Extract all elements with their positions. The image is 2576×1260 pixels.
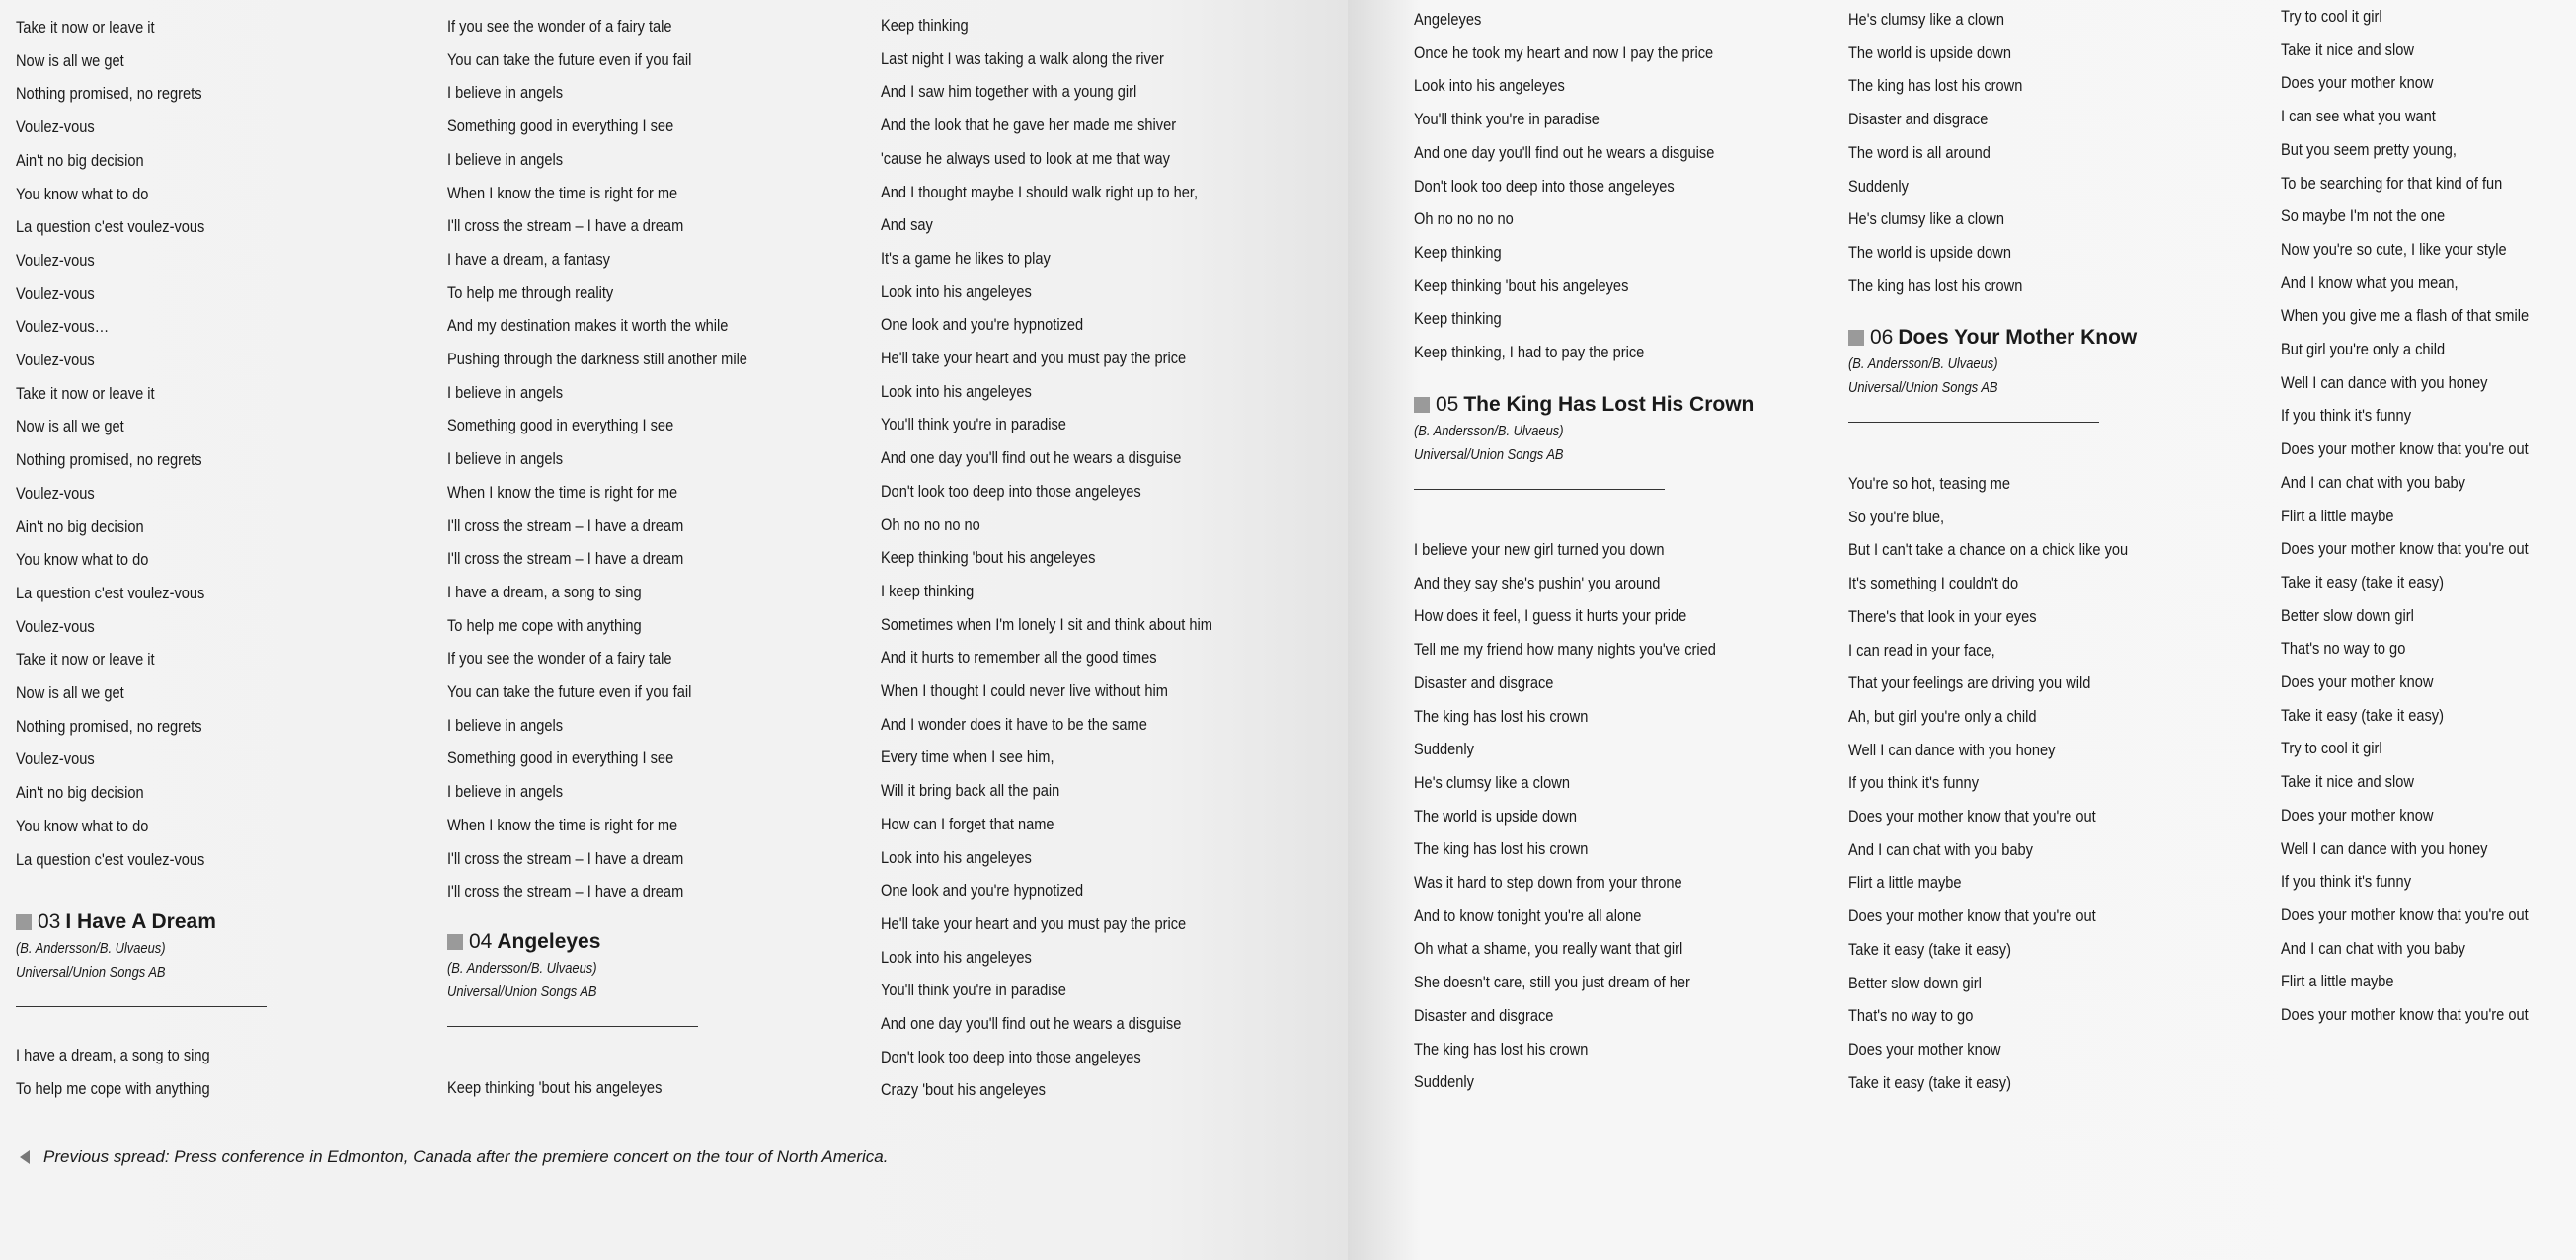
lyric-line: That's no way to go: [1848, 1006, 1974, 1026]
section-divider: [1848, 422, 2099, 423]
lyric-line: Something good in everything I see: [447, 117, 674, 136]
lyric-line: You'll think you're in paradise: [881, 415, 1066, 434]
lyric-line: He'll take your heart and you must pay the price: [881, 913, 1187, 933]
lyric-line: Voulez-vous: [16, 483, 95, 503]
lyric-line: The king has lost his crown: [1848, 76, 2023, 96]
song-credit: Universal/Union Songs AB: [447, 984, 597, 1000]
lyric-line: Nothing promised, no regrets: [16, 716, 202, 736]
lyric-line: If you think it's funny: [1848, 773, 1980, 793]
song-credit: (B. Andersson/B. Ulvaeus): [1414, 423, 1564, 439]
lyric-line: I'll cross the stream – I have a dream: [447, 549, 684, 569]
lyric-line: Now is all we get: [16, 417, 124, 436]
lyric-line: And I wonder does it have to be the same: [881, 714, 1147, 734]
track-number: 03: [38, 910, 61, 933]
lyric-line: How does it feel, I guess it hurts your pride: [1414, 606, 1687, 626]
song-credit: Universal/Union Songs AB: [1848, 379, 1998, 396]
lyric-line: He's clumsy like a clown: [1414, 772, 1570, 792]
lyric-line: Oh what a shame, you really want that girl: [1414, 939, 1683, 959]
lyric-line: Does your mother know that you're out: [2281, 905, 2529, 924]
lyric-line: La question c'est voulez-vous: [16, 217, 205, 237]
lyric-line: And I know what you mean,: [2281, 273, 2459, 292]
lyric-line: You're so hot, teasing me: [1848, 474, 2010, 493]
song-heading: [1414, 392, 1754, 418]
lyric-line: But I can't take a chance on a chick like you: [1848, 540, 2129, 560]
lyric-line: She doesn't care, still you just dream of her: [1414, 973, 1690, 992]
lyric-line: Take it now or leave it: [16, 18, 155, 37]
lyric-line: I can see what you want: [2281, 107, 2436, 126]
caption-text: Previous spread: Press conference in Edmonton, Canada after the premiere concert on the tour of North America.: [43, 1147, 889, 1166]
lyric-line: Something good in everything I see: [447, 416, 674, 435]
lyric-line: I believe in angels: [447, 382, 564, 402]
song-title: Angeleyes: [497, 930, 601, 953]
lyric-line: Oh no no no no: [1414, 209, 1514, 229]
lyric-line: Look into his angeleyes: [881, 947, 1032, 967]
lyric-line: I'll cross the stream – I have a dream: [447, 515, 684, 535]
lyric-line: And I can chat with you baby: [1848, 839, 2033, 859]
lyric-line: Better slow down girl: [2281, 605, 2414, 625]
lyric-line: Better slow down girl: [1848, 973, 1982, 992]
lyric-line: Does your mother know that you're out: [2281, 539, 2529, 559]
lyric-line: When I know the time is right for me: [447, 183, 678, 202]
lyric-line: He's clumsy like a clown: [1848, 10, 2004, 29]
lyric-line: Suddenly: [1414, 1072, 1474, 1092]
lyric-line: Does your mother know that you're out: [2281, 1005, 2529, 1024]
lyric-line: Well I can dance with you honey: [2281, 838, 2488, 858]
song-heading: [1848, 325, 2137, 351]
square-bullet-icon: [16, 914, 32, 930]
lyric-line: I believe in angels: [447, 715, 564, 735]
lyric-line: When I know the time is right for me: [447, 815, 678, 834]
lyric-line: If you see the wonder of a fairy tale: [447, 649, 672, 669]
lyric-line: Now you're so cute, I like your style: [2281, 239, 2507, 259]
lyric-line: Keep thinking: [1414, 309, 1502, 329]
lyric-line: You know what to do: [16, 816, 149, 835]
lyric-line: I'll cross the stream – I have a dream: [447, 848, 684, 868]
lyric-line: Ain't no big decision: [16, 783, 144, 803]
lyric-line: I have a dream, a fantasy: [447, 249, 610, 269]
lyric-line: If you think it's funny: [2281, 406, 2412, 426]
lyric-line: You can take the future even if you fail: [447, 49, 692, 69]
lyric-line: Voulez-vous: [16, 616, 95, 636]
lyric-line: Take it easy (take it easy): [2281, 572, 2444, 591]
lyric-line: Ain't no big decision: [16, 150, 144, 170]
lyric-line: Take it easy (take it easy): [1848, 939, 2011, 959]
song-credit: Universal/Union Songs AB: [16, 964, 166, 981]
lyric-line: It's something I couldn't do: [1848, 574, 2019, 593]
lyric-line: The king has lost his crown: [1414, 839, 1589, 859]
lyric-line: The world is upside down: [1414, 806, 1577, 826]
lyric-line: You'll think you're in paradise: [881, 981, 1066, 1000]
lyric-line: Voulez-vous: [16, 250, 95, 270]
lyric-line: Voulez-vous: [16, 351, 95, 369]
lyric-line: Keep thinking 'bout his angeleyes: [881, 548, 1096, 568]
lyric-line: Keep thinking, I had to pay the price: [1414, 343, 1645, 361]
lyric-line: It's a game he likes to play: [881, 248, 1051, 268]
lyric-line: Will it bring back all the pain: [881, 781, 1060, 801]
lyric-line: When I thought I could never live without him: [881, 681, 1168, 700]
lyric-line: Disaster and disgrace: [1414, 672, 1554, 692]
lyric-line: Flirt a little maybe: [1848, 873, 1962, 893]
lyric-line: Take it now or leave it: [16, 650, 155, 669]
song-heading: [447, 929, 698, 955]
track-number: 05: [1436, 393, 1459, 416]
lyric-line: Take it now or leave it: [16, 383, 155, 403]
song-heading-block: [447, 929, 698, 1027]
lyric-line: I believe in angels: [447, 449, 564, 469]
lyric-line: Look into his angeleyes: [881, 847, 1032, 867]
song-heading-block: [1848, 325, 2137, 423]
lyric-line: The king has lost his crown: [1848, 276, 2023, 295]
lyric-line: La question c'est voulez-vous: [16, 583, 205, 602]
lyric-line: Take it easy (take it easy): [1848, 1072, 2011, 1092]
lyric-line: And one day you'll find out he wears a disguise: [881, 1014, 1182, 1033]
lyric-line: Keep thinking: [1414, 242, 1502, 262]
lyric-line: And say: [881, 215, 933, 235]
lyric-line: But girl you're only a child: [2281, 340, 2446, 358]
lyric-line: Does your mother know that you're out: [2281, 439, 2529, 459]
song-heading-block: [1414, 392, 1754, 490]
lyric-line: That your feelings are driving you wild: [1848, 673, 2091, 693]
section-divider: [1414, 489, 1665, 490]
lyric-line: Keep thinking: [881, 16, 969, 35]
lyric-line: To help me cope with anything: [16, 1078, 210, 1098]
lyric-line: Flirt a little maybe: [2281, 506, 2394, 525]
lyric-line: Try to cool it girl: [2281, 7, 2382, 26]
lyric-line: Disaster and disgrace: [1414, 1005, 1554, 1025]
song-title: I Have A Dream: [65, 910, 216, 933]
lyric-line: One look and you're hypnotized: [881, 315, 1084, 335]
lyric-line: Take it nice and slow: [2281, 772, 2414, 792]
lyric-line: And it hurts to remember all the good times: [881, 648, 1157, 668]
lyric-line: To help me through reality: [447, 282, 614, 302]
lyric-line: And one day you'll find out he wears a disguise: [1414, 142, 1715, 162]
lyric-line: Nothing promised, no regrets: [16, 84, 202, 104]
lyric-line: And I saw him together with a young girl: [881, 82, 1137, 102]
song-credit: (B. Andersson/B. Ulvaeus): [1848, 355, 1998, 372]
lyric-line: I can read in your face,: [1848, 640, 1995, 660]
song-heading: [16, 909, 267, 935]
lyric-line: To be searching for that kind of fun: [2281, 173, 2503, 193]
song-heading-block: [16, 909, 267, 1007]
lyric-line: Ain't no big decision: [16, 516, 144, 536]
lyric-line: You know what to do: [16, 550, 149, 570]
lyric-line: You know what to do: [16, 184, 149, 203]
lyric-line: One look and you're hypnotized: [881, 881, 1084, 901]
lyric-line: I have a dream, a song to sing: [16, 1046, 210, 1064]
square-bullet-icon: [1848, 330, 1864, 346]
lyric-line: Once he took my heart and now I pay the price: [1414, 42, 1714, 62]
lyric-line: So you're blue,: [1848, 507, 1945, 526]
song-title: The King Has Lost His Crown: [1463, 393, 1755, 416]
song-credit: (B. Andersson/B. Ulvaeus): [447, 960, 597, 977]
lyric-line: Does your mother know: [1848, 1039, 2001, 1059]
lyric-line: Voulez-vous…: [16, 317, 110, 337]
lyric-line: Oh no no no no: [881, 514, 980, 534]
lyric-line: Look into his angeleyes: [881, 281, 1032, 301]
lyric-line: The world is upside down: [1848, 242, 2011, 262]
lyric-line: So maybe I'm not the one: [2281, 206, 2446, 226]
lyric-line: And I thought maybe I should walk right up to her,: [881, 182, 1199, 201]
lyric-line: Don't look too deep into those angeleyes: [881, 481, 1141, 501]
lyric-line: You can take the future even if you fail: [447, 682, 692, 701]
track-number: 06: [1870, 326, 1894, 349]
song-credit: Universal/Union Songs AB: [1414, 446, 1564, 463]
lyric-line: When I know the time is right for me: [447, 482, 678, 502]
lyric-line: Now is all we get: [16, 683, 124, 702]
lyric-line: I believe your new girl turned you down: [1414, 540, 1665, 559]
lyric-line: I believe in angels: [447, 782, 564, 802]
lyric-line: When you give me a flash of that smile: [2281, 306, 2530, 326]
lyric-line: Does your mother know: [2281, 73, 2434, 93]
lyric-line: That's no way to go: [2281, 639, 2406, 659]
lyric-line: Suddenly: [1414, 740, 1474, 759]
lyric-line: Don't look too deep into those angeleyes: [1414, 176, 1675, 196]
lyric-line: But you seem pretty young,: [2281, 139, 2457, 159]
lyric-line: Don't look too deep into those angeleyes: [881, 1047, 1141, 1066]
photo-caption: [20, 1147, 888, 1167]
lyric-line: Keep thinking 'bout his angeleyes: [1414, 276, 1629, 295]
lyric-line: To help me cope with anything: [447, 615, 642, 635]
lyric-line: The king has lost his crown: [1414, 1039, 1589, 1059]
lyric-line: I have a dream, a song to sing: [447, 582, 642, 601]
lyric-line: Nothing promised, no regrets: [16, 450, 202, 470]
lyric-line: Voulez-vous: [16, 283, 95, 303]
lyric-line: And my destination makes it worth the while: [447, 316, 729, 336]
lyric-line: Take it nice and slow: [2281, 39, 2414, 59]
lyric-line: La question c'est voulez-vous: [16, 849, 205, 869]
lyric-line: I'll cross the stream – I have a dream: [447, 882, 684, 902]
lyric-line: Well I can dance with you honey: [1848, 740, 2056, 759]
lyric-line: Crazy 'bout his angeleyes: [881, 1080, 1046, 1100]
square-bullet-icon: [1414, 397, 1430, 413]
lyric-line: Every time when I see him,: [881, 748, 1054, 767]
lyric-line: Sometimes when I'm lonely I sit and think about him: [881, 614, 1212, 634]
section-divider: [16, 1006, 267, 1007]
lyric-line: Does your mother know: [2281, 805, 2434, 825]
square-bullet-icon: [447, 934, 463, 950]
lyric-line: Something good in everything I see: [447, 748, 674, 768]
left-arrow-icon: [20, 1150, 30, 1164]
lyric-line: The world is upside down: [1848, 42, 2011, 62]
lyric-line: Flirt a little maybe: [2281, 972, 2394, 991]
lyric-line: The king has lost his crown: [1414, 706, 1589, 726]
lyric-line: He'll take your heart and you must pay the price: [881, 349, 1187, 367]
lyric-line: Look into his angeleyes: [881, 381, 1032, 401]
lyric-line: Does your mother know: [2281, 672, 2434, 691]
lyric-line: You'll think you're in paradise: [1414, 110, 1600, 129]
lyric-line: Last night I was taking a walk along the river: [881, 48, 1164, 68]
lyric-line: Suddenly: [1848, 176, 1909, 196]
lyric-line: Was it hard to step down from your throne: [1414, 873, 1682, 892]
lyric-line: Angeleyes: [1414, 10, 1482, 29]
section-divider: [447, 1026, 698, 1027]
lyric-line: And the look that he gave her made me shiver: [881, 116, 1177, 135]
lyric-line: Keep thinking 'bout his angeleyes: [447, 1078, 663, 1097]
lyric-line: And to know tonight you're all alone: [1414, 906, 1642, 925]
lyric-line: And I can chat with you baby: [2281, 472, 2465, 492]
lyric-line: And one day you'll find out he wears a disguise: [881, 448, 1182, 468]
lyric-line: 'cause he always used to look at me that way: [881, 148, 1170, 168]
lyric-line: And they say she's pushin' you around: [1414, 573, 1661, 592]
lyric-line: Voulez-vous: [16, 118, 95, 137]
lyric-line: The word is all around: [1848, 142, 1991, 162]
lyric-line: I believe in angels: [447, 83, 564, 103]
song-credit: (B. Andersson/B. Ulvaeus): [16, 940, 166, 957]
lyric-line: Tell me my friend how many nights you've cried: [1414, 640, 1716, 660]
lyric-line: Now is all we get: [16, 50, 124, 70]
lyric-line: How can I forget that name: [881, 814, 1054, 833]
lyric-line: I believe in angels: [447, 149, 564, 169]
lyric-line: Voulez-vous: [16, 749, 95, 769]
lyric-line: If you think it's funny: [2281, 872, 2412, 892]
song-title: Does Your Mother Know: [1898, 326, 2138, 349]
lyric-line: Disaster and disgrace: [1848, 110, 1989, 129]
track-number: 04: [469, 930, 493, 953]
lyric-line: Try to cool it girl: [2281, 739, 2382, 758]
lyric-line: Well I can dance with you honey: [2281, 372, 2488, 392]
lyric-line: Take it easy (take it easy): [2281, 705, 2444, 725]
lyric-line: Look into his angeleyes: [1414, 76, 1565, 96]
lyric-line: Does your mother know that you're out: [1848, 906, 2096, 926]
lyric-line: If you see the wonder of a fairy tale: [447, 17, 672, 36]
lyric-line: Ah, but girl you're only a child: [1848, 706, 2037, 726]
lyric-line: Does your mother know that you're out: [1848, 807, 2096, 826]
lyric-line: And I can chat with you baby: [2281, 938, 2465, 958]
lyric-line: I'll cross the stream – I have a dream: [447, 216, 684, 236]
lyric-line: I keep thinking: [881, 581, 975, 600]
lyric-line: Pushing through the darkness still another mile: [447, 350, 747, 368]
lyric-line: He's clumsy like a clown: [1848, 209, 2004, 229]
lyric-line: There's that look in your eyes: [1848, 606, 2037, 626]
